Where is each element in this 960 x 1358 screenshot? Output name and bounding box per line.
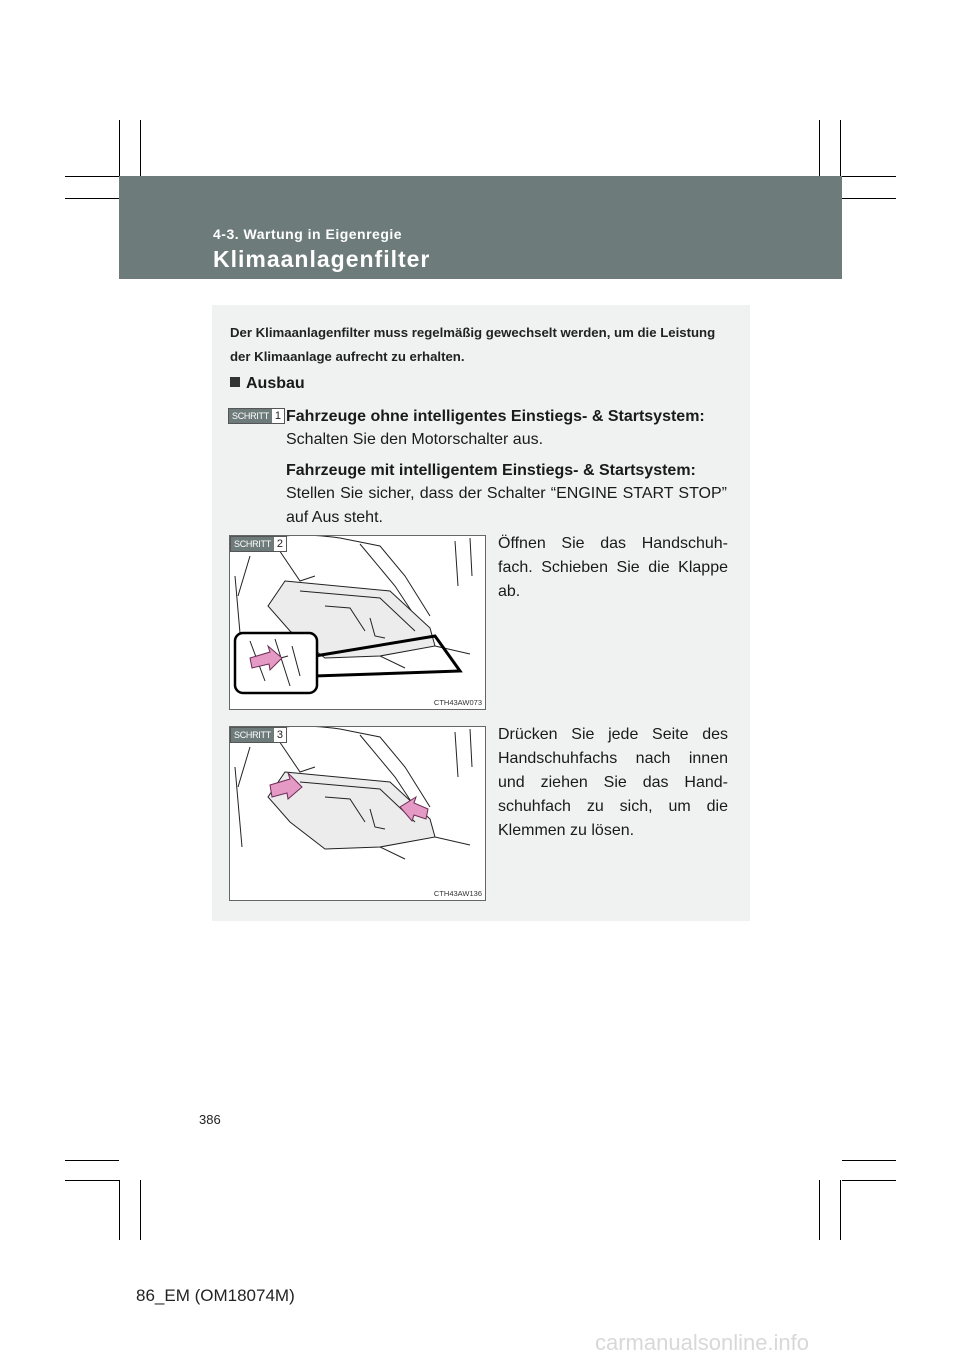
crop-mark <box>842 176 896 177</box>
section-header <box>119 176 842 279</box>
step1-text-a: Schalten Sie den Motorschalter aus. <box>286 431 544 448</box>
glovebox-open-illustration <box>230 536 485 709</box>
crop-mark <box>119 1180 120 1240</box>
crop-mark <box>842 1160 896 1161</box>
step2-text: Öffnen Sie das Handschuh-fach. Schieben Sie die Klappe ab. <box>498 535 728 600</box>
document-code: 86_EM (OM18074M) <box>136 1286 295 1305</box>
step-badge-1 <box>228 408 285 424</box>
step3-text: Drücken Sie jede Seite des Handschuhfachs nach innen und ziehen Sie das Hand-schuhfach zu sich, um die Klemmen zu lösen. <box>498 726 728 839</box>
figure-code: CTH43AW073 <box>433 698 482 707</box>
crop-mark <box>840 1180 841 1240</box>
step-label: SCHRITT <box>231 728 274 742</box>
section-label: 4-3. Wartung in Eigenregie <box>213 226 403 242</box>
crop-mark <box>840 120 841 176</box>
figure-step-3 <box>229 726 486 901</box>
step-number: 1 <box>274 410 282 422</box>
content-panel <box>212 305 750 921</box>
subheading <box>230 375 305 393</box>
crop-mark <box>65 1180 119 1181</box>
crop-mark <box>140 120 141 176</box>
square-bullet-icon <box>230 377 240 387</box>
watermark: carmanualsonline.info <box>595 1330 810 1355</box>
subheading-text: Ausbau <box>246 375 305 392</box>
step-label: SCHRITT <box>229 409 272 423</box>
intro-paragraph: Der Klimaanlagenfilter muss regelmäßig gewechselt werden, um die Leistung der Klimaanlage aufrecht zu erhalten. <box>230 325 716 364</box>
figure-step-2 <box>229 535 486 710</box>
step1-heading-a: Fahrzeuge ohne intelligentes Einstiegs- & Startsystem: <box>286 408 705 425</box>
step-label: SCHRITT <box>231 537 274 551</box>
crop-mark <box>65 198 119 199</box>
figure-code: CTH43AW136 <box>433 889 482 898</box>
step-badge-2 <box>230 536 287 552</box>
crop-mark <box>819 1180 820 1240</box>
crop-mark <box>842 198 896 199</box>
page-title: Klimaanlagenfilter <box>213 246 431 272</box>
step-number: 3 <box>276 729 284 741</box>
step-number: 2 <box>276 538 284 550</box>
step-badge-3 <box>230 727 287 743</box>
step1-text-b: Stellen Sie sicher, dass der Schalter “ENGINE START STOP” auf Aus steht. <box>286 485 727 526</box>
crop-mark <box>119 120 120 176</box>
page-number: 386 <box>199 1112 221 1127</box>
crop-mark <box>65 176 119 177</box>
glovebox-remove-illustration <box>230 727 485 900</box>
crop-mark <box>819 120 820 176</box>
crop-mark <box>65 1160 119 1161</box>
crop-mark <box>140 1180 141 1240</box>
crop-mark <box>842 1180 896 1181</box>
step1-heading-b: Fahrzeuge mit intelligentem Einstiegs- & Startsystem: <box>286 462 696 479</box>
